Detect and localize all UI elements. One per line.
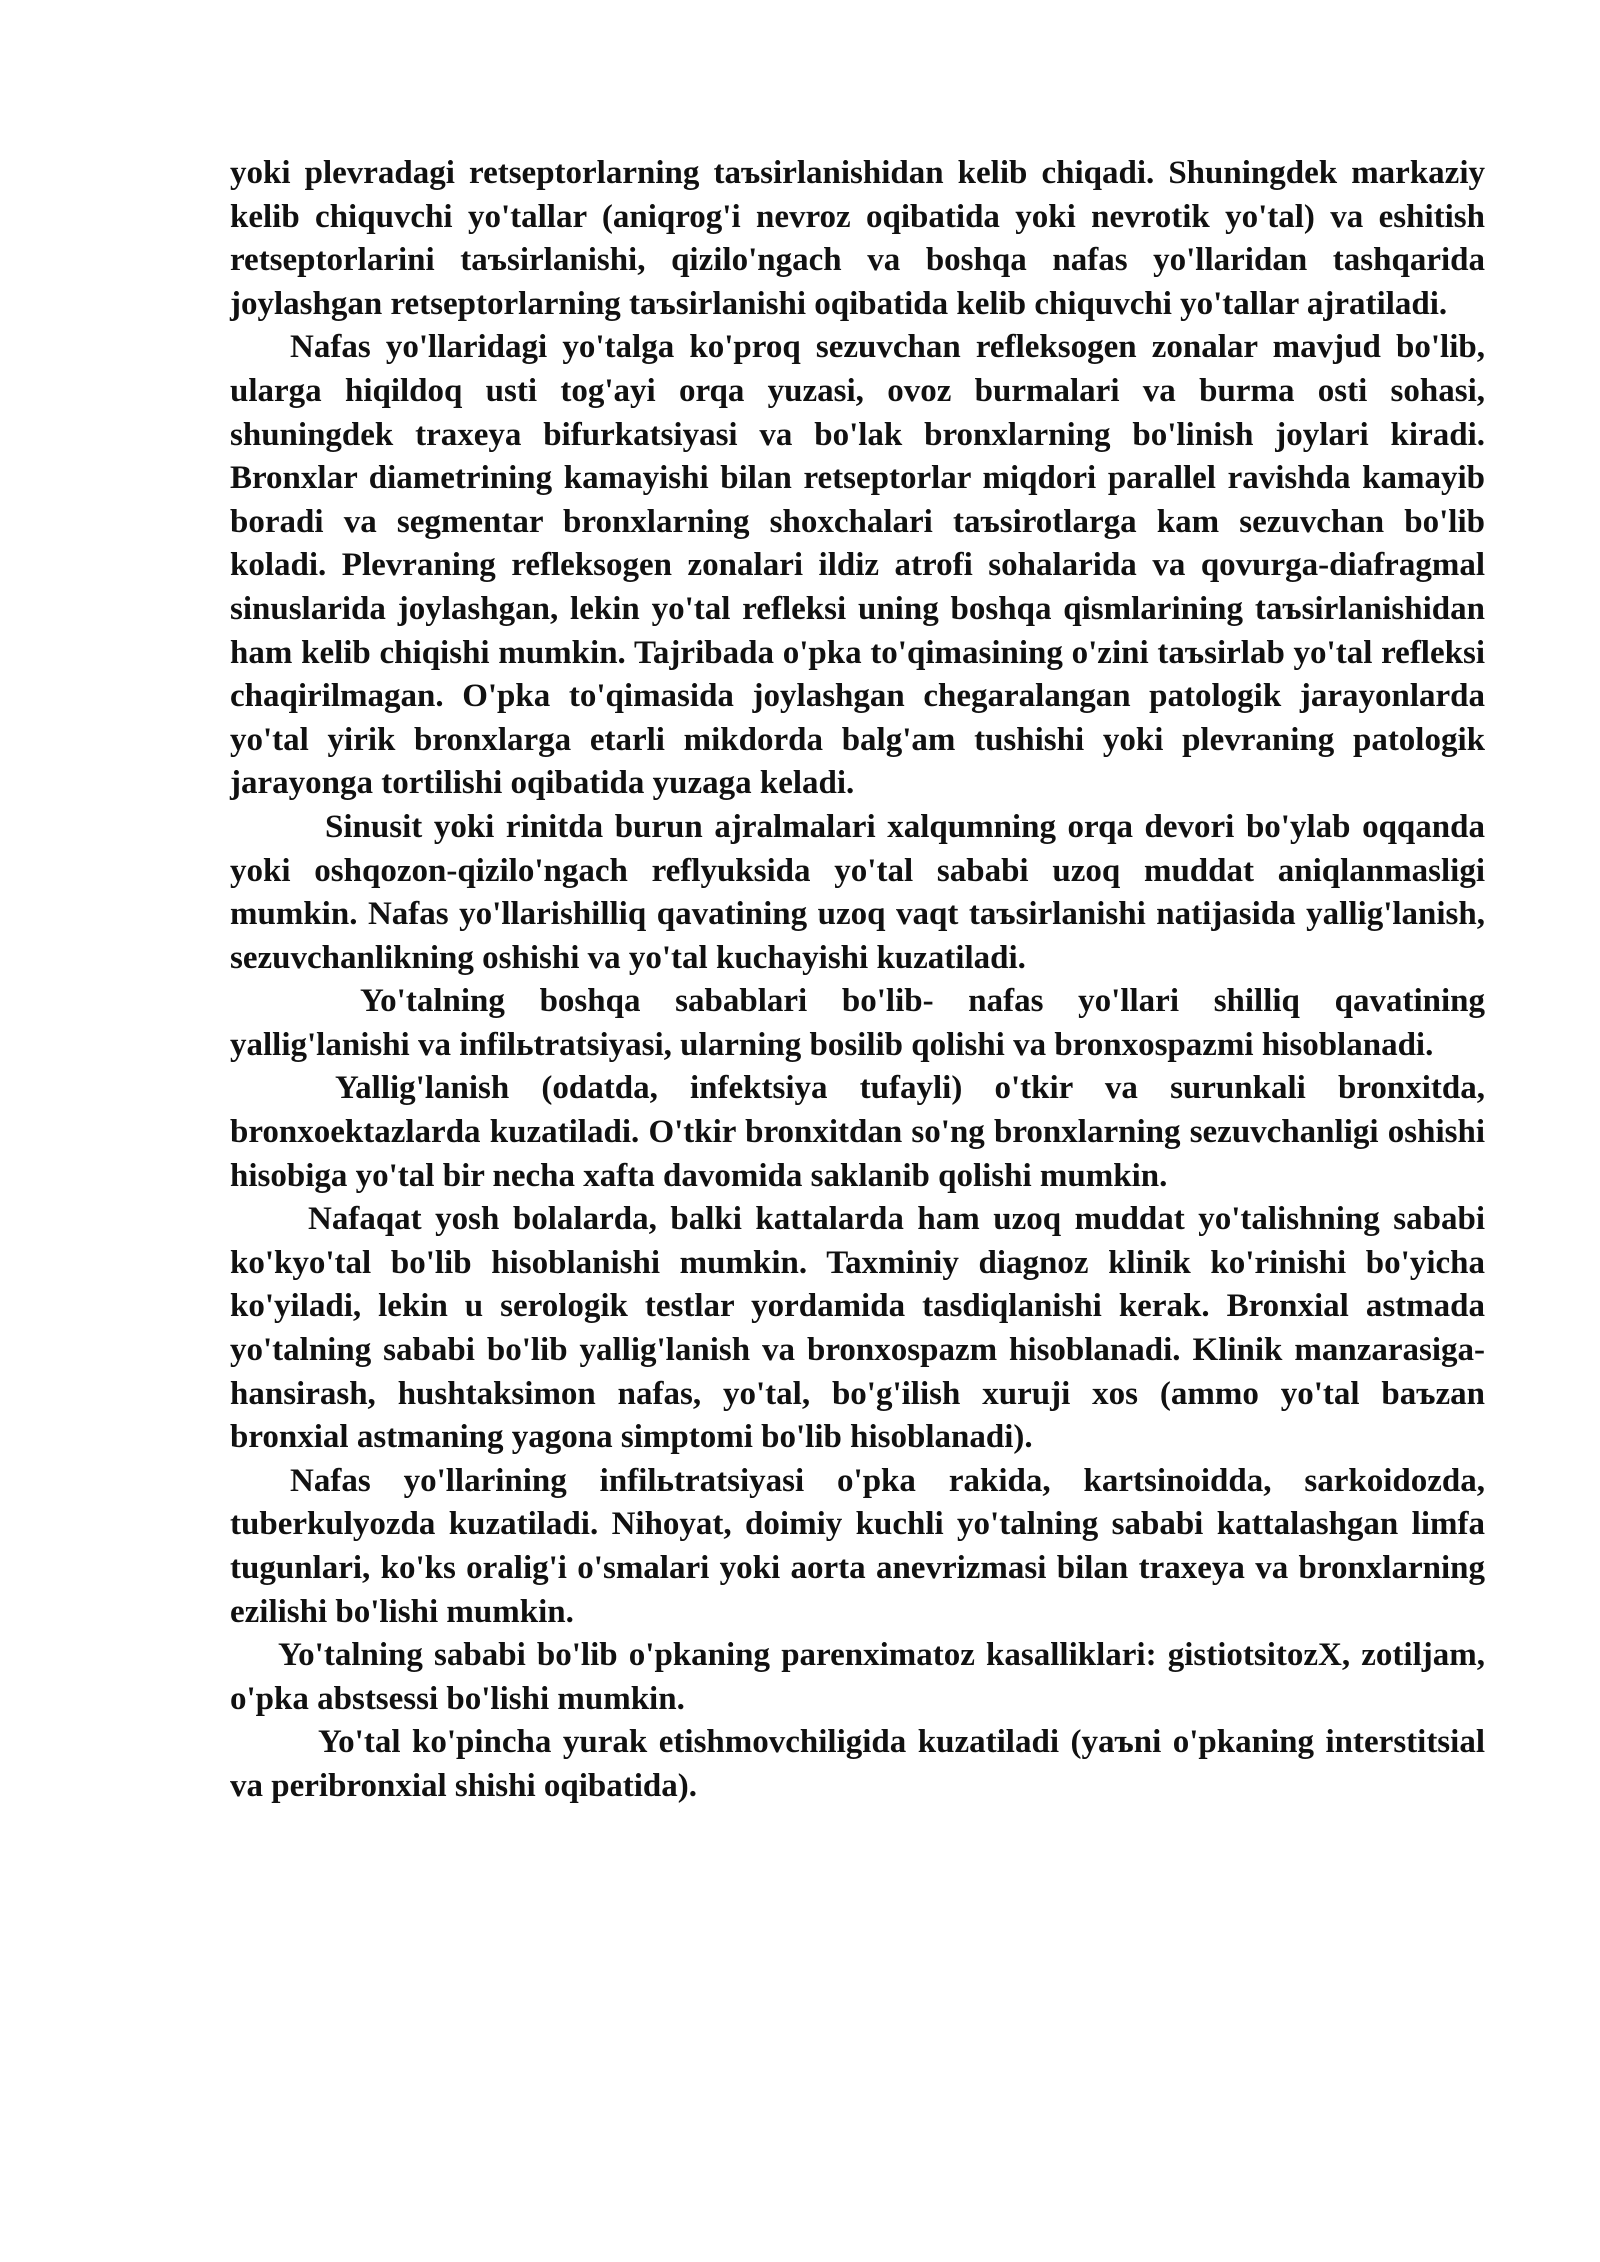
paragraph-3: Sinusit yoki rinitda burun ajralmalari xalqumning orqa devori bo'ylab oqqanda yoki oshqozon-qizilo'ngach reflyuksida yo'tal sababi uzoq muddat aniqlanmasligi mumkin. Nafas yo'llarishilliq qavatining uzoq vaqt taъsirlanishi natijasida yallig'lanish, sezuvchanlikning oshishi va yo'tal kuchayishi kuzatiladi.	[230, 808, 1485, 976]
paragraph-9: Yo'tal ko'pincha yurak etishmovchiligida kuzatiladi (yaъni o'pkaning interstitsial va peribronxial shishi oqibatida).	[230, 1724, 1485, 1804]
paragraph-1: yoki plevradagi retseptorlarning taъsirlanishidan kelib chiqadi. Shuningdek markaziy kelib chiquvchi yo'tallar (aniqrog'i nevroz oqibatida yoki nevrotik yo'tal) va eshitish retseptorlarini taъsirlanishi, qizilo'ngach va boshqa nafas yo'llaridan tashqarida joylashgan retseptorlarning taъsirlanishi oqibatida kelib chiquvchi yo'tallar ajratiladi.	[230, 155, 1485, 322]
paragraph-5: Yallig'lanish (odatda, infektsiya tufayli) o'tkir va surunkali bronxitda, bronxoektazlarda kuzatiladi. O'tkir bronxitdan so'ng bronxlarning sezuvchanligi oshishi hisobiga yo'tal bir necha xafta davomida saklanib qolishi mumkin.	[230, 1070, 1485, 1194]
document-body	[230, 152, 1485, 1809]
paragraph-4: Yo'talning boshqa sabablari bo'lib- nafas yo'llari shilliq qavatining yallig'lanishi va infilьtratsiyasi, ularning bosilib qolishi va bronxospazmi hisoblanadi.	[230, 983, 1485, 1063]
paragraph-8: Yo'talning sababi bo'lib o'pkaning parenximatoz kasalliklari: gistiotsitozX, zotiljam, o'pka abstsessi bo'lishi mumkin.	[230, 1637, 1485, 1717]
paragraph-6: Nafaqat yosh bolalarda, balki kattalarda ham uzoq muddat yo'talishning sababi ko'kyo'tal bo'lib hisoblanishi mumkin. Taxminiy diagnoz klinik ko'rinishi bo'yicha ko'yiladi, lekin u serologik testlar yordamida tasdiqlanishi kerak. Bronxial astmada yo'talning sababi bo'lib yallig'lanish va bronxospazm hisoblanadi. Klinik manzarasiga- hansirash, hushtaksimon nafas, yo'tal, bo'g'ilish xuruji xos (ammo yo'tal baъzan bronxial astmaning yagona simptomi bo'lib hisoblanadi).	[230, 1201, 1485, 1456]
paragraph-2: Nafas yo'llaridagi yo'talga ko'proq sezuvchan refleksogen zonalar mavjud bo'lib, ularga hiqildoq usti tog'ayi orqa yuzasi, ovoz burmalari va burma osti sohasi, shuningdek traxeya bifurkatsiyasi va bo'lak bronxlarning bo'linish joylari kiradi. Bronxlar diametrining kamayishi bilan retseptorlar miqdori parallel ravishda kamayib boradi va segmentar bronxlarning shoxchalari taъsirotlarga kam sezuvchan bo'lib koladi. Plevraning refleksogen zonalari ildiz atrofi sohalarida va qovurga-diafragmal sinuslarida joylashgan, lekin yo'tal refleksi uning boshqa qismlarining taъsirlanishidan ham kelib chiqishi mumkin. Tajribada o'pka to'qimasining o'zini taъsirlab yo'tal refleksi chaqirilmagan. O'pka to'qimasida joylashgan chegaralangan patologik jarayonlarda yo'tal yirik bronxlarga etarli mikdorda balg'am tushishi yoki plevraning patologik jarayonga tortilishi oqibatida yuzaga keladi.	[230, 329, 1485, 802]
paragraph-7: Nafas yo'llarining infilьtratsiyasi o'pka rakida, kartsinoidda, sarkoidozda, tuberkulyozda kuzatiladi. Nihoyat, doimiy kuchli yo'talning sababi kattalashgan limfa tugunlari, ko'ks oralig'i o'smalari yoki aorta anevrizmasi bilan traxeya va bronxlarning ezilishi bo'lishi mumkin.	[230, 1462, 1485, 1630]
